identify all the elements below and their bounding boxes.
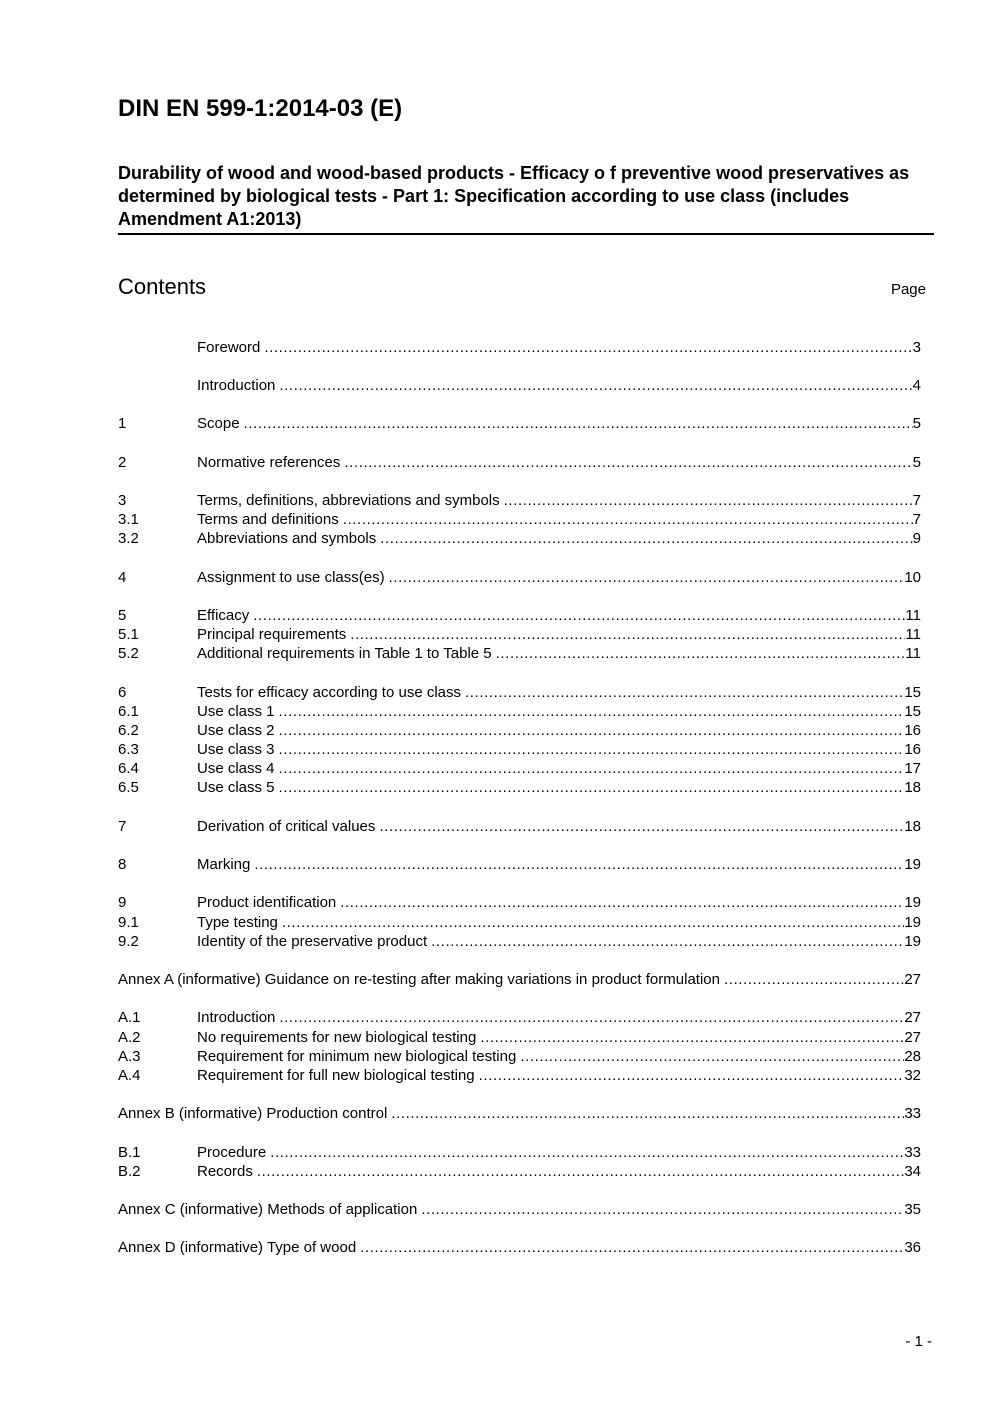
toc-entry-title: Product identification [197, 894, 337, 911]
toc-entry-page: 27 [904, 971, 921, 988]
toc-entry-title: Annex B (informative) Production control [118, 1105, 388, 1122]
toc-entry-page: 19 [904, 914, 921, 931]
toc-entry-page: 5 [912, 454, 921, 471]
toc-entry-number: 6 [118, 684, 127, 701]
toc-dot-leader [379, 817, 904, 837]
toc-entry-page: 7 [912, 492, 921, 509]
toc-dot-leader [270, 1143, 904, 1163]
toc-entry-page: 18 [904, 818, 921, 835]
toc-entry-title: Principal requirements [197, 626, 347, 643]
toc-entry-page: 19 [904, 856, 921, 873]
toc-entry-title: Assignment to use class(es) [197, 569, 385, 586]
toc-entry-page: 18 [904, 779, 921, 796]
toc-entry-page: 27 [904, 1009, 921, 1026]
toc-dot-leader [253, 606, 905, 626]
toc-entry-9-2[interactable] [118, 932, 921, 952]
toc-dot-leader [360, 1238, 904, 1258]
toc-entry-title: Efficacy [197, 607, 250, 624]
toc-dot-leader [282, 913, 904, 933]
toc-entry-number: 3.2 [118, 530, 139, 547]
toc-entry-title: No requirements for new biological testing [197, 1029, 477, 1046]
toc-entry-annex-c[interactable] [118, 1200, 921, 1220]
toc-dot-leader [279, 740, 905, 760]
toc-entry-title: Type testing [197, 914, 278, 931]
toc-dot-leader [724, 970, 904, 990]
toc-entry-page: 28 [904, 1048, 921, 1065]
toc-entry-6-4[interactable] [118, 759, 921, 779]
toc-entry-7[interactable] [118, 817, 921, 837]
toc-dot-leader [279, 721, 905, 741]
document-title: Durability of wood and wood-based products - Efficacy o f preventive wood preservatives as determined by biological tests - Part 1: Specification according to use class (includes Amendment A1:2013) [118, 163, 910, 229]
contents-heading: Contents [118, 274, 207, 299]
toc-entry-a-3[interactable] [118, 1047, 921, 1067]
toc-entry-6-3[interactable] [118, 740, 921, 760]
toc-entry-number: 6.3 [118, 741, 139, 758]
toc-entry-number: 9.1 [118, 914, 139, 931]
toc-entry-6-5[interactable] [118, 778, 921, 798]
toc-entry-a-4[interactable] [118, 1066, 921, 1086]
toc-entry-b-1[interactable] [118, 1143, 921, 1163]
page-number: - 1 - [905, 1333, 932, 1350]
toc-entry-9-1[interactable] [118, 913, 921, 933]
toc-entry-page: 33 [904, 1144, 921, 1161]
toc-dot-leader [496, 644, 906, 664]
toc-entry-title: Requirement for minimum new biological testing [197, 1048, 517, 1065]
toc-dot-leader [480, 1028, 904, 1048]
toc-entry-page: 19 [904, 933, 921, 950]
toc-dot-leader [421, 1200, 904, 1220]
toc-entry-page: 15 [904, 703, 921, 720]
toc-entry-title: Requirement for full new biological testing [197, 1067, 475, 1084]
toc-dot-leader [279, 1008, 904, 1028]
toc-entry-page: 5 [912, 415, 921, 432]
toc-entry-title: Scope [197, 415, 240, 432]
toc-entry-number: 5.1 [118, 626, 139, 643]
toc-entry-5[interactable] [118, 606, 921, 626]
toc-dot-leader [504, 491, 913, 511]
toc-entry-number: 4 [118, 569, 127, 586]
toc-entry-5-2[interactable] [118, 644, 921, 664]
toc-entry-title: Use class 5 [197, 779, 275, 796]
toc-entry-title: Procedure [197, 1144, 267, 1161]
document-id: DIN EN 599-1:2014-03 (E) [118, 95, 403, 122]
toc-entry-number: 9.2 [118, 933, 139, 950]
page-column-label: Page [890, 281, 926, 298]
title-divider [118, 233, 934, 235]
toc-entry-page: 32 [904, 1067, 921, 1084]
toc-entry-3-1[interactable] [118, 510, 921, 530]
toc-entry-page: 4 [912, 377, 921, 394]
toc-entry-title: Records [197, 1163, 253, 1180]
toc-entry-title: Use class 2 [197, 722, 275, 739]
toc-entry-number: 6.4 [118, 760, 139, 777]
toc-entry-number: 6.2 [118, 722, 139, 739]
toc-entry-title: Introduction [197, 377, 276, 394]
toc-entry-title: Annex C (informative) Methods of application [118, 1201, 418, 1218]
toc-entry-title: Annex A (informative) Guidance on re-testing after making variations in product formulation [118, 971, 720, 988]
toc-entry-title: Introduction [197, 1009, 276, 1026]
toc-entry-title: Tests for efficacy according to use class [197, 684, 462, 701]
toc-entry-foreword[interactable] [118, 338, 921, 358]
toc-entry-number: A.1 [118, 1009, 141, 1026]
toc-entry-3[interactable] [118, 491, 921, 511]
toc-entry-page: 34 [904, 1163, 921, 1180]
toc-entry-8[interactable] [118, 855, 921, 875]
toc-entry-page: 17 [904, 760, 921, 777]
toc-entry-number: 5.2 [118, 645, 139, 662]
toc-entry-5-1[interactable] [118, 625, 921, 645]
toc-entry-annex-b[interactable] [118, 1104, 921, 1124]
toc-entry-title: Normative references [197, 454, 341, 471]
toc-entry-page: 11 [905, 626, 921, 643]
toc-dot-leader [279, 759, 905, 779]
toc-entry-page: 9 [912, 530, 921, 547]
toc-entry-title: Terms and definitions [197, 511, 339, 528]
toc-entry-page: 15 [904, 684, 921, 701]
toc-entry-number: 9 [118, 894, 127, 911]
toc-entry-page: 3 [912, 339, 921, 356]
toc-entry-title: Use class 4 [197, 760, 275, 777]
toc-entry-page: 10 [904, 569, 921, 586]
toc-dot-leader [479, 1066, 905, 1086]
toc-entry-number: A.4 [118, 1067, 141, 1084]
toc-entry-page: 11 [905, 607, 921, 624]
toc-entry-4[interactable] [118, 568, 921, 588]
toc-entry-number: 3.1 [118, 511, 139, 528]
toc-entry-page: 11 [905, 645, 921, 662]
toc-entry-introduction[interactable] [118, 376, 921, 396]
toc-dot-leader [244, 414, 913, 434]
toc-entry-a-1[interactable] [118, 1008, 921, 1028]
toc-entry-b-2[interactable] [118, 1162, 921, 1182]
toc-dot-leader [343, 510, 913, 530]
toc-dot-leader [431, 932, 904, 952]
toc-entry-3-2[interactable] [118, 529, 921, 549]
toc-entry-page: 35 [904, 1201, 921, 1218]
toc-entry-number: 3 [118, 492, 127, 509]
toc-entry-page: 33 [904, 1105, 921, 1122]
toc-dot-leader [344, 453, 912, 473]
toc-entry-2[interactable] [118, 453, 921, 473]
toc-entry-annex-d[interactable] [118, 1238, 921, 1258]
toc-entry-page: 7 [912, 511, 921, 528]
toc-entry-number: 6.1 [118, 703, 139, 720]
toc-entry-6-2[interactable] [118, 721, 921, 741]
toc-entry-title: Foreword [197, 339, 261, 356]
toc-entry-number: 7 [118, 818, 127, 835]
toc-entry-6[interactable] [118, 683, 921, 703]
toc-entry-title: Abbreviations and symbols [197, 530, 377, 547]
toc-dot-leader [257, 1162, 904, 1182]
toc-dot-leader [465, 683, 904, 703]
toc-dot-leader [350, 625, 905, 645]
toc-dot-leader [340, 893, 904, 913]
toc-entry-a-2[interactable] [118, 1028, 921, 1048]
toc-dot-leader [279, 778, 905, 798]
toc-entry-number: 1 [118, 415, 127, 432]
toc-entry-page: 16 [904, 741, 921, 758]
toc-entry-title: Additional requirements in Table 1 to Table 5 [197, 645, 492, 662]
toc-entry-page: 27 [904, 1029, 921, 1046]
toc-entry-title: Use class 1 [197, 703, 275, 720]
toc-entry-page: 19 [904, 894, 921, 911]
toc-dot-leader [264, 338, 912, 358]
toc-entry-title: Annex D (informative) Type of wood [118, 1239, 357, 1256]
toc-entry-6-1[interactable] [118, 702, 921, 722]
toc-entry-annex-a[interactable] [118, 970, 921, 990]
toc-dot-leader [279, 376, 912, 396]
toc-entry-number: 8 [118, 856, 127, 873]
toc-entry-number: 5 [118, 607, 127, 624]
toc-entry-title: Terms, definitions, abbreviations and symbols [197, 492, 500, 509]
toc-dot-leader [391, 1104, 904, 1124]
toc-dot-leader [389, 568, 905, 588]
toc-entry-title: Identity of the preservative product [197, 933, 428, 950]
toc-dot-leader [520, 1047, 904, 1067]
toc-entry-9[interactable] [118, 893, 921, 913]
toc-entry-number: B.2 [118, 1163, 141, 1180]
toc-entry-page: 16 [904, 722, 921, 739]
toc-dot-leader [380, 529, 912, 549]
toc-entry-title: Marking [197, 856, 251, 873]
toc-entry-number: A.3 [118, 1048, 141, 1065]
toc-entry-title: Use class 3 [197, 741, 275, 758]
toc-entry-page: 36 [904, 1239, 921, 1256]
toc-dot-leader [254, 855, 904, 875]
toc-entry-number: 6.5 [118, 779, 139, 796]
toc-dot-leader [279, 702, 905, 722]
toc-entry-title: Derivation of critical values [197, 818, 376, 835]
toc-entry-number: A.2 [118, 1029, 141, 1046]
toc-entry-number: B.1 [118, 1144, 141, 1161]
toc-entry-number: 2 [118, 454, 127, 471]
toc-entry-1[interactable] [118, 414, 921, 434]
